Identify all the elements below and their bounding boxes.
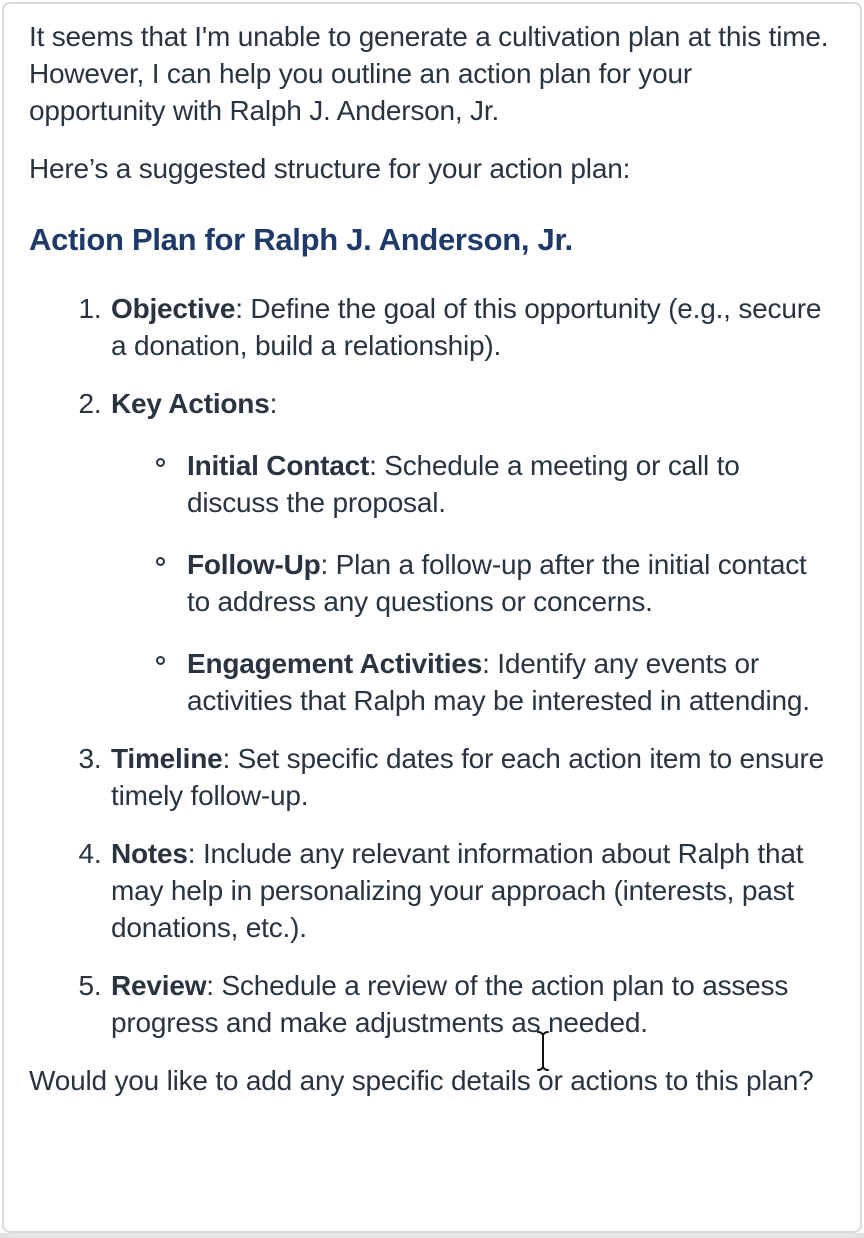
list-item-text: : — [269, 388, 278, 419]
bottom-background-strip — [0, 1233, 864, 1238]
list-item-text: : Define the goal of this opportunity (e.g., secure a donation, build a relationship). — [111, 293, 822, 361]
sub-item-engagement-activities — [187, 645, 834, 719]
sub-item-text: : Schedule a meeting or call to discuss the proposal. — [187, 450, 740, 518]
list-item-text: : Set specific dates for each action item to ensure timely follow-up. — [111, 743, 824, 811]
list-item-key-actions — [109, 385, 834, 719]
sub-item-text: : Identify any events or activities that Ralph may be interested in attending. — [187, 648, 810, 716]
sub-item-label: Follow-Up — [187, 549, 321, 580]
circle-bullet-icon — [156, 557, 165, 566]
assistant-message-card — [2, 2, 862, 1233]
sub-item-follow-up — [187, 546, 834, 620]
list-item-label: Objective — [111, 293, 236, 324]
list-item-text: : Schedule a review of the action plan to assess progress and make adjustments as needed. — [111, 970, 789, 1038]
list-item-text: : Include any relevant information about Ralph that may help in personalizing your approach (interests, past donations, etc.). — [111, 838, 804, 943]
suggestion-paragraph: Here’s a suggested structure for your action plan: — [29, 153, 631, 184]
list-item-notes — [109, 835, 834, 946]
sub-item-initial-contact — [187, 447, 834, 521]
list-item-timeline — [109, 740, 834, 814]
list-item-label: Notes — [111, 838, 188, 869]
list-item-objective — [109, 290, 834, 364]
key-actions-sublist — [111, 447, 834, 719]
sub-item-text: : Plan a follow-up after the initial contact to address any questions or concerns. — [187, 549, 807, 617]
sub-item-label: Initial Contact — [187, 450, 370, 481]
list-item-review — [109, 967, 834, 1041]
action-plan-list — [29, 290, 834, 1041]
closing-question: Would you like to add any specific details or actions to this plan? — [29, 1065, 814, 1096]
sub-item-label: Engagement Activities — [187, 648, 483, 679]
list-item-label: Timeline — [111, 743, 223, 774]
circle-bullet-icon — [156, 458, 165, 467]
intro-paragraph: It seems that I'm unable to generate a cultivation plan at this time. However, I can help you outline an action plan for your opportunity with Ralph J. Anderson, Jr. — [29, 21, 829, 126]
plan-heading: Action Plan for Ralph J. Anderson, Jr. — [29, 222, 573, 257]
list-item-label: Key Actions — [111, 388, 270, 419]
circle-bullet-icon — [156, 656, 165, 665]
list-item-label: Review — [111, 970, 207, 1001]
